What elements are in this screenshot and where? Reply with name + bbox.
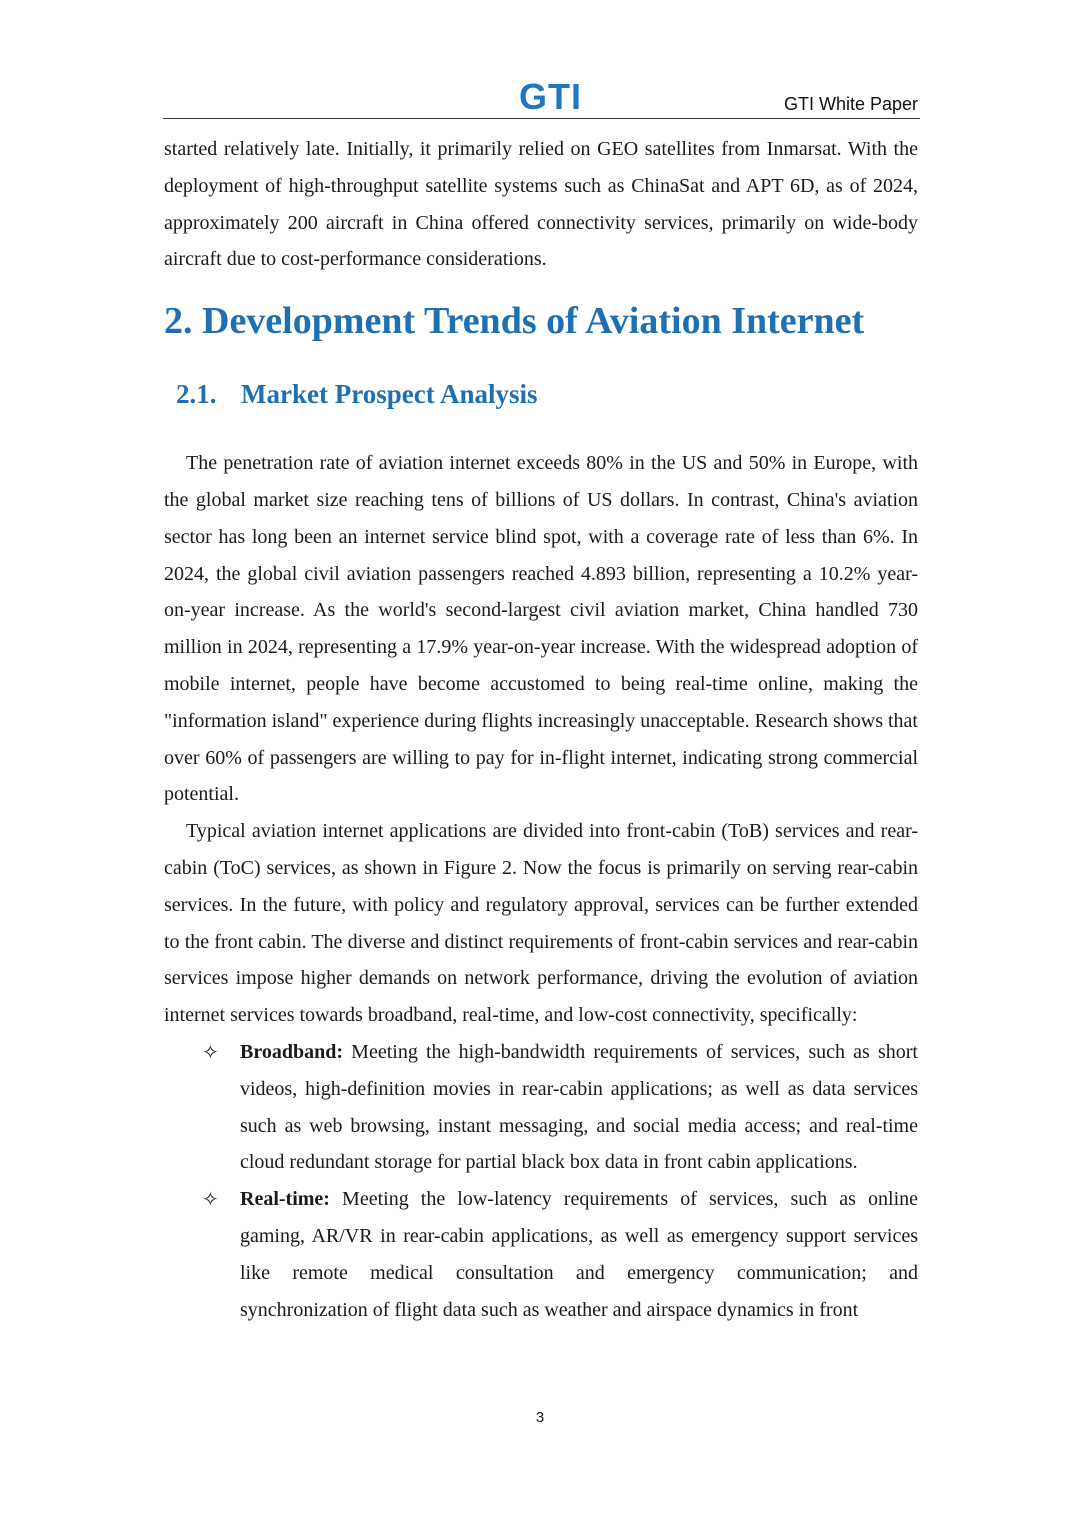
diamond-star-icon: ✧	[202, 1187, 219, 1212]
subsection-heading	[176, 376, 918, 412]
list-item	[164, 1181, 918, 1328]
intro-paragraph: started relatively late. Initially, it primarily relied on GEO satellites from Inmarsat. With the deployment of high-throughput satellite systems such as ChinaSat and APT 6D, as of 2024, approximately 200 aircraft in China offered connectivity services, primarily on wide-body aircraft due to cost-performance considerations.	[164, 138, 918, 271]
bullet-text: Meeting the low-latency requirements of services, such as online gaming, AR/VR in rear-cabin applications, as well as emergency support services like remote medical consultation and emergency communication; and synchronization of flight data such as weather and airspace dynamics in front	[240, 1188, 918, 1321]
spacer	[164, 412, 918, 445]
subsection-number: 2.1.	[176, 379, 217, 410]
paragraph-market: The penetration rate of aviation internet exceeds 80% in the US and 50% in Europe, with the global market size reaching tens of billions of US dollars. In contrast, China's aviation sector has long been an internet service blind spot, with a coverage rate of less than 6%. In 2024, the global civil aviation passengers reached 4.893 billion, representing a 10.2% year-on-year increase. As the world's second-largest civil aviation market, China handled 730 million in 2024, representing a 17.9% year-on-year increase. With the widespread adoption of mobile internet, people have become accustomed to being real-time online, making the "information island" experience during flights increasingly unacceptable. Research shows that over 60% of passengers are willing to pay for in-flight internet, indicating strong commercial potential.	[164, 452, 918, 806]
bullet-term: Broadband:	[240, 1040, 344, 1063]
bullet-text: Meeting the high-bandwidth requirements of services, such as short videos, high-definition movies in rear-cabin applications; as well as data services such as web browsing, instant messaging, and social media access; and real-time cloud redundant storage for partial black box data in front cabin applications.	[240, 1040, 918, 1174]
page-content	[164, 131, 918, 1328]
section-heading: 2. Development Trends of Aviation Internet	[164, 300, 865, 343]
page-number: 3	[535, 1409, 545, 1426]
page-header	[163, 78, 920, 119]
subsection-title: Market Prospect Analysis	[241, 379, 538, 410]
list-item	[164, 1034, 918, 1181]
gti-logo: GTI	[519, 76, 582, 117]
bullet-term: Real-time:	[240, 1188, 330, 1211]
header-title: GTI White Paper	[783, 94, 918, 114]
requirements-list	[164, 1034, 918, 1328]
diamond-star-icon: ✧	[202, 1039, 219, 1064]
paragraph-applications: Typical aviation internet applications are divided into front-cabin (ToB) services and rear-cabin (ToC) services, as shown in Figure 2. Now the focus is primarily on serving rear-cabin services. In the future, with policy and regulatory approval, services can be further extended to the front cabin. The diverse and distinct requirements of front-cabin services and rear-cabin services impose higher demands on network performance, driving the evolution of aviation internet services towards broadband, real-time, and low-cost connectivity, specifically:	[164, 820, 918, 1027]
